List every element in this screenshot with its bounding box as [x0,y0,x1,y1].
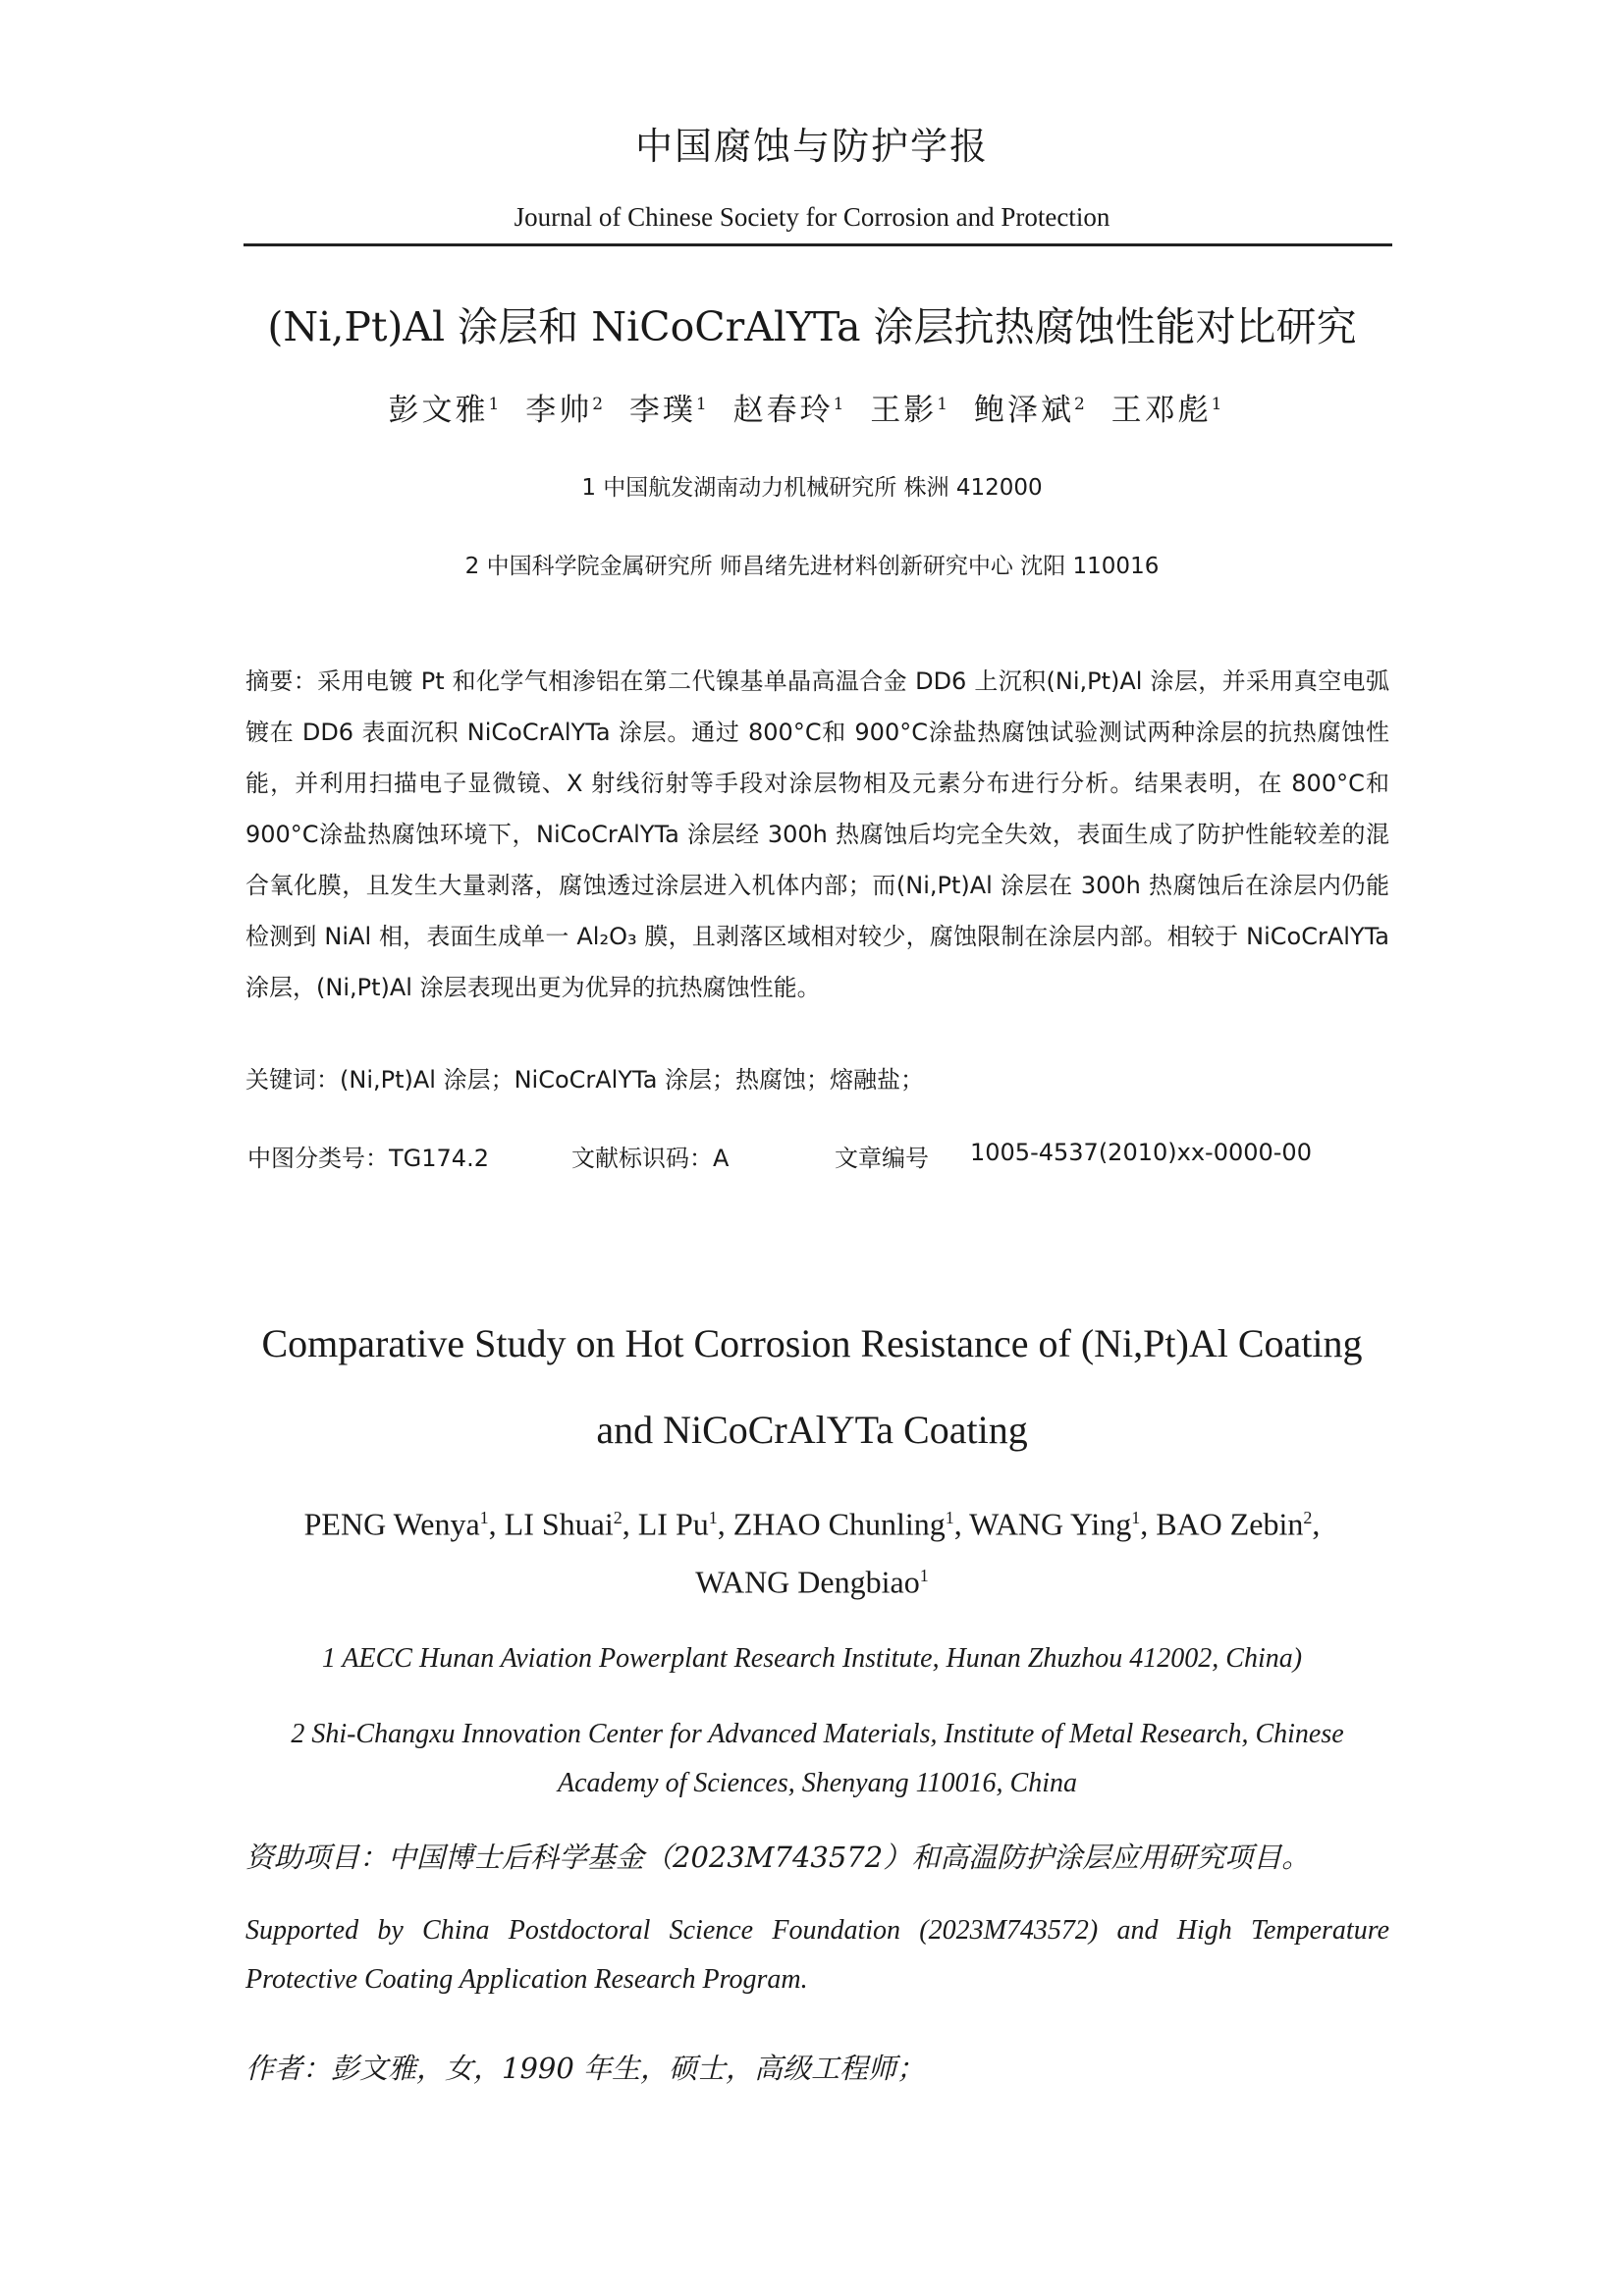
author-cn-sup: 2 [592,394,604,414]
authors-cn [0,385,1624,429]
journal-name-cn: 中国腐蚀与防护学报 [634,125,989,168]
author-en-sup: 2 [1303,1508,1313,1527]
author-cn-sup: 1 [1211,394,1222,414]
abstract-cn: 摘要：采用电镀 Pt 和化学气相渗铝在第二代镍基单晶高温合金 DD6 上沉积(Ni,Pt)Al 涂层，并采用真空电弧镀在 DD6 表面沉积 NiCoCrAlYTa 涂层。通过 800°C和 900°C涂盐热腐蚀试验测试两种涂层的抗热腐蚀性能，并利用扫描电子显微镜、X 射线衍射等手段对涂层物相及元素分布进行分析。结果表明，在 800°C和 900°C涂盐热腐蚀环境下，NiCoCrAlYTa 涂层经 300h 热腐蚀后均完全失效，表面生成了防护性能较差的混合氧化膜，且发生大量剥落，腐蚀透过涂层进入机体内部；而(Ni,Pt)Al 涂层在 300h 热腐蚀后在涂层内仍能检测到 NiAl 相，表面生成单一 Al₂O₃ 膜，且剥落区域相对较少，腐蚀限制在涂层内部。相较于 NiCoCrAlYTa 涂层，(Ni,Pt)Al 涂层表现出更为优异的抗热腐蚀性能。 [245,667,1389,1001]
author-en-sup: 1 [919,1565,929,1585]
title-en-line: Comparative Study on Hot Corrosion Resistance of (Ni,Pt)Al Coating [261,1321,1363,1365]
article-number: 1005-4537(2010)xx-0000-00 [970,1139,1312,1166]
author-en-sup: 1 [1131,1508,1141,1527]
author-cn-name: 王影 [870,393,938,428]
title-cn: (Ni,Pt)Al 涂层和 NiCoCrAlYTa 涂层抗热腐蚀性能对比研究 [267,303,1357,350]
journal-name-en: Journal of Chinese Society for Corrosion and Protection [514,202,1110,232]
author-cn-sup: 1 [937,394,948,414]
funding-en: Supported by China Postdoctoral Science Foundation (2023M743572) and High Temperature Protective Coating Application Research Program. [245,1915,1389,1995]
funding-cn: 资助项目：中国博士后科学基金（2023M743572）和高温防护涂层应用研究项目。 [245,1841,1311,1874]
author-note-cn: 作者：彭文雅，女，1990 年生，硕士，高级工程师； [245,2052,926,2085]
document-code: 文献标识码：A [571,1145,730,1172]
author-cn-sup: 2 [1073,394,1085,414]
title-en-line: and NiCoCrAlYTa Coating [596,1408,1028,1452]
author-cn-name: 鲍泽斌 [973,393,1074,428]
author-en-sup: 2 [613,1508,623,1527]
affiliation-cn-1: 1 中国航发湖南动力机械研究所 株洲 412000 [581,475,1043,501]
author-cn-sup: 1 [695,394,707,414]
author-en-name: PENG Wenya [303,1506,480,1542]
author-cn-name: 王邓彪 [1110,393,1212,428]
title-en [0,1301,1624,1473]
author-en-name: WANG Dengbiao [695,1564,920,1600]
author-en-name: ZHAO Chunling [732,1506,946,1542]
affiliation-en-1: 1 AECC Hunan Aviation Powerplant Research Institute, Hunan Zhuzhou 412002, China) [321,1643,1303,1674]
author-en-sup: 1 [708,1508,718,1527]
affiliation-cn-2: 2 中国科学院金属研究所 师昌绪先进材料创新研究中心 沈阳 110016 [464,554,1160,579]
author-cn-name: 赵春玲 [732,393,834,428]
author-cn-name: 彭文雅 [388,393,489,428]
authors-en: PENG Wenya$^1$, LI Shuai$^2$, LI Pu$^1$, ZHAO Chunling$^1$, WANG Ying$^1$, BAO Zebin$^2$, WANG Dengbiao$^1$ [303,1506,1321,1600]
article-number-label: 文章编号 [835,1145,929,1172]
author-cn-name: 李璞 [628,393,696,428]
author-cn-sup: 1 [488,394,500,414]
author-en-sup: 1 [479,1508,489,1527]
author-en-name: LI Pu [637,1506,709,1542]
author-en-name: LI Shuai [504,1506,614,1542]
affiliation-en-2: 2 Shi-Changxu Innovation Center for Advanced Materials, Institute of Metal Research, Chinese Academy of Sciences, Shenyang 110016, China [291,1719,1344,1798]
clc-number: 中图分类号：TG174.2 [247,1145,489,1172]
author-cn-name: 李帅 [525,393,593,428]
header-rule [244,243,1392,246]
author-en-sup: 1 [945,1508,954,1527]
author-en-name: BAO Zebin [1156,1506,1304,1542]
keywords-cn: 关键词：(Ni,Pt)Al 涂层；NiCoCrAlYTa 涂层；热腐蚀；熔融盐； [245,1066,925,1094]
author-cn-sup: 1 [833,394,844,414]
author-en-name: WANG Ying [969,1506,1132,1542]
